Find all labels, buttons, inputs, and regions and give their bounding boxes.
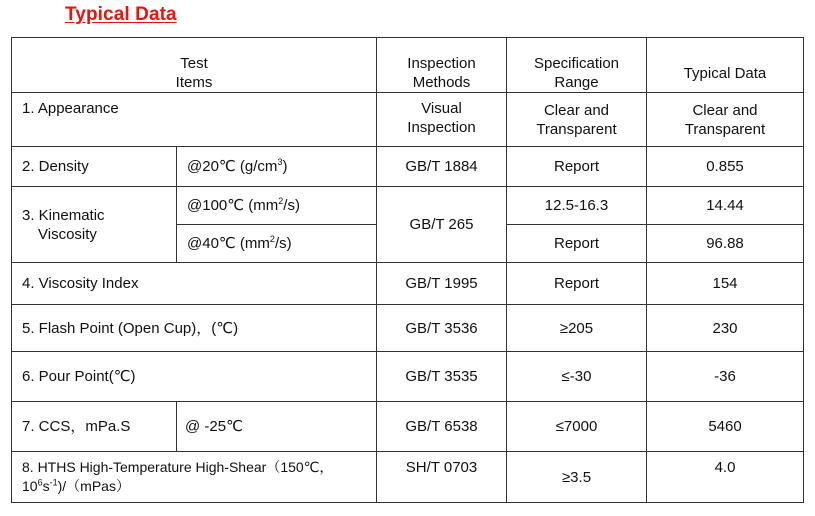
method-viscosity: GB/T 265	[377, 187, 507, 263]
item-pour-point: 6. Pour Point(℃)	[12, 352, 377, 402]
condition-100-exponent: 2	[278, 196, 284, 206]
value-appearance	[647, 93, 804, 147]
table-row-flash-point	[12, 305, 804, 352]
item-kinematic-line2: Viscosity	[38, 225, 97, 243]
header-typical-label: Typical Data	[683, 64, 767, 82]
value-appearance-line1: Clear and	[692, 101, 758, 119]
header-row	[12, 38, 804, 93]
spec-appearance-line2: Transparent	[536, 120, 617, 138]
spec-viscosity-40: Report	[507, 225, 647, 263]
item-hths-units: )/（mPas）	[57, 478, 130, 494]
method-viscosity-index: GB/T 1995	[377, 263, 507, 305]
condition-ccs: @ -25℃	[177, 402, 377, 452]
spec-appearance	[507, 93, 647, 147]
value-pour-point: -36	[647, 352, 804, 402]
item-viscosity-index: 4. Viscosity Index	[12, 263, 377, 305]
method-ccs: GB/T 6538	[377, 402, 507, 452]
header-specification-label: Specification	[533, 55, 620, 72]
header-items-label: Items	[175, 74, 213, 91]
method-appearance-line2: Inspection	[407, 119, 476, 136]
item-kinematic-viscosity	[12, 187, 177, 263]
item-hths-line1: 8. HTHS High-Temperature High-Shear（150℃，	[22, 459, 334, 475]
table-row-ccs	[12, 402, 804, 452]
spec-ccs: ≤7000	[507, 402, 647, 452]
spec-hths: ≥3.5	[507, 452, 647, 503]
method-density: GB/T 1884	[377, 147, 507, 187]
method-flash-point: GB/T 3536	[377, 305, 507, 352]
condition-viscosity-100	[177, 187, 377, 225]
item-hths-line2	[22, 477, 376, 496]
table-row-hths	[12, 452, 804, 503]
table-row-density	[12, 147, 804, 187]
value-appearance-line2: Transparent	[684, 120, 766, 138]
method-appearance-line1: Visual	[421, 100, 462, 117]
condition-40-exponent: 2	[269, 234, 275, 244]
header-test-label: Test	[180, 55, 208, 72]
item-appearance: 1. Appearance	[12, 93, 377, 147]
value-flash-point: 230	[647, 305, 804, 352]
value-ccs: 5460	[647, 402, 804, 452]
method-hths: SH/T 0703	[377, 452, 507, 503]
condition-density	[177, 147, 377, 187]
header-specification-range	[507, 38, 647, 93]
spec-flash-point: ≥205	[507, 305, 647, 352]
table-row-viscosity-index	[12, 263, 804, 305]
spec-density: Report	[507, 147, 647, 187]
value-hths: 4.0	[647, 452, 804, 503]
spec-appearance-line1: Clear and	[543, 101, 610, 119]
condition-100-text: @100℃ (mm	[187, 197, 279, 214]
spec-viscosity-100: 12.5-16.3	[507, 187, 647, 225]
item-density: 2. Density	[12, 147, 177, 187]
spec-viscosity-index: Report	[507, 263, 647, 305]
condition-density-exponent: 3	[277, 157, 283, 167]
value-density: 0.855	[647, 147, 804, 187]
header-typical-data	[647, 38, 804, 93]
typical-data-table	[11, 37, 804, 503]
item-ccs: 7. CCS，mPa.S	[12, 402, 177, 452]
spec-pour-point: ≤-30	[507, 352, 647, 402]
condition-density-close: )	[282, 158, 288, 175]
header-inspection-methods	[377, 38, 507, 93]
condition-density-text: @20℃ (g/cm	[187, 158, 278, 175]
item-hths-unit: s	[42, 478, 50, 494]
header-inspection-label: Inspection	[407, 55, 476, 72]
header-test-items	[12, 38, 377, 93]
table-row-appearance	[12, 93, 804, 147]
table-row-pour-point	[12, 352, 804, 402]
item-hths	[12, 452, 377, 503]
condition-40-text: @40℃ (mm	[187, 235, 270, 252]
page-title: Typical Data	[65, 4, 177, 25]
value-viscosity-40: 96.88	[647, 225, 804, 263]
item-hths-base: 10	[22, 478, 38, 494]
table-row-viscosity-100	[12, 187, 804, 225]
condition-40-close: /s)	[274, 235, 292, 252]
value-viscosity-100: 14.44	[647, 187, 804, 225]
condition-viscosity-40	[177, 225, 377, 263]
method-appearance	[377, 93, 507, 147]
condition-100-close: /s)	[283, 197, 300, 214]
item-kinematic-line1: 3. Kinematic	[22, 206, 105, 224]
header-range-label: Range	[554, 74, 599, 91]
method-pour-point: GB/T 3535	[377, 352, 507, 402]
item-hths-unit-exponent: -1	[49, 477, 58, 488]
item-flash-point: 5. Flash Point (Open Cup)，(℃)	[12, 305, 377, 352]
item-hths-exponent: 6	[37, 477, 43, 488]
header-methods-label: Methods	[412, 74, 471, 91]
value-viscosity-index: 154	[647, 263, 804, 305]
